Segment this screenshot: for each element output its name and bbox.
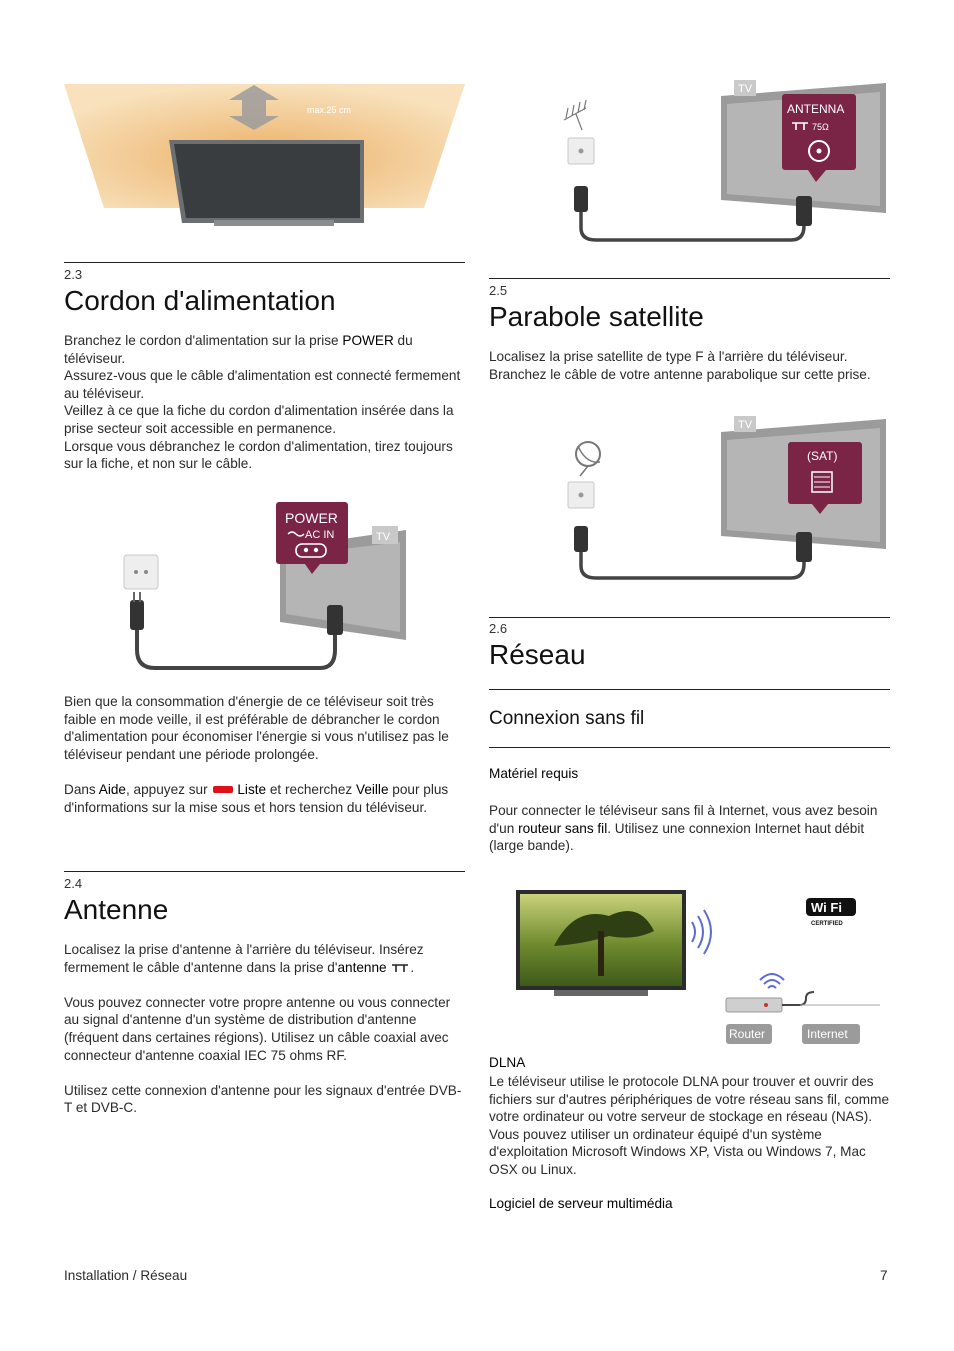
help-text: Dans Aide, appuyez sur Liste et recherchez Veille pour plus d'informations sur la mise sous et hors tension du téléviseur. xyxy=(64,782,449,815)
red-key-icon xyxy=(213,786,233,793)
ac-in-label: AC IN xyxy=(305,529,335,541)
satellite-connection-illustration xyxy=(556,414,890,589)
internet-label: Internet xyxy=(807,1027,848,1041)
section-title: Cordon d'alimentation xyxy=(64,285,336,316)
section-title: Antenne xyxy=(64,894,169,925)
section-rule xyxy=(489,617,890,618)
wifi-certified: CERTIFIED xyxy=(811,921,843,927)
required-hardware-heading: Matériel requis xyxy=(489,766,579,781)
section-number: 2.3 xyxy=(64,267,83,282)
page-number: 7 xyxy=(880,1268,888,1283)
section-rule xyxy=(64,262,465,263)
subsection-title: Connexion sans fil xyxy=(489,708,645,729)
antenna-text: Localisez la prise d'antenne à l'arrière du téléviseur. Insérez fermement le câble d'antenne dans la prise d'antenne . Vous pouvez connecter votre propre antenne ou vous connecter au signal d'antenne d'un système de distribution d'antenne (fréquent dans certaines régions). Utilisez un câble coaxial avec connecteur d'antenne coaxial IEC 75 ohms RF. Utilisez cette connexion d'antenne pour les signaux d'entrée DVB-T et DVB-C. xyxy=(64,942,462,1116)
standby-text: Bien que la consommation d'énergie de ce téléviseur soit très faible en mode veille, il est préférable de débrancher le cordon d'alimentation pour économiser l'énergie si vous n'utilisez pas le téléviseur pendant une période prolongée. xyxy=(64,694,449,762)
satellite-text: Localisez la prise satellite de type F à l'arrière du téléviseur. Branchez le câble de votre antenne parabolique sur cette prise. xyxy=(489,349,871,382)
wifi-logo: Wi Fi xyxy=(811,900,842,915)
section-number: 2.5 xyxy=(489,283,508,298)
section-title: Réseau xyxy=(489,639,586,670)
wireless-network-illustration xyxy=(514,886,890,1052)
footer-section: Installation / Réseau xyxy=(64,1268,188,1283)
section-title: Parabole satellite xyxy=(489,301,704,332)
tv-tag: TV xyxy=(738,419,753,431)
antenna-connection-illustration xyxy=(556,78,890,253)
section-number: 2.6 xyxy=(489,621,508,636)
dlna-text: Le téléviseur utilise le protocole DLNA pour trouver et ouvrir des fichiers sur d'autres périphériques de votre réseau sans fil, comme votre ordinateur ou votre serveur de stockage en réseau (NAS). Vous pouvez utiliser un ordinateur équipé d'un système d'exploitation Microsoft Windows XP, Vista ou Windows 7, Mac OSX ou Linux. xyxy=(489,1074,890,1177)
subsection-rule xyxy=(489,689,890,690)
distance-label: max.25 cm xyxy=(307,105,352,115)
power-cord-text: Branchez le cordon d'alimentation sur la prise POWER du téléviseur. Assurez-vous que le câble d'alimentation est connecté fermement au téléviseur. Veillez à ce que la fiche du cordon d'alimentation insérée dans la prise secteur soit accessible en permanence. Lorsque vous débranchez le cordon d'alimentation, tirez toujours sur la fiche, et non sur le câble. xyxy=(64,333,461,472)
wireless-text: Pour connecter le téléviseur sans fil à Internet, vous avez besoin d'un routeur sans fil. Utilisez une connexion Internet haut débit (large bande). xyxy=(489,803,878,854)
ohm-label: 75Ω xyxy=(812,122,829,132)
antenna-symbol-icon xyxy=(390,963,410,973)
power-callout-title: POWER xyxy=(285,510,338,526)
subsection-rule xyxy=(489,747,890,748)
tv-wall-distance-illustration xyxy=(64,80,465,240)
media-server-heading: Logiciel de serveur multimédia xyxy=(489,1196,673,1211)
router-label: Router xyxy=(729,1027,766,1041)
section-rule xyxy=(489,278,890,279)
power-cord-illustration xyxy=(110,500,410,675)
section-number: 2.4 xyxy=(64,876,83,891)
dlna-heading: DLNA xyxy=(489,1055,526,1070)
section-rule xyxy=(64,871,465,872)
tv-tag: TV xyxy=(738,83,753,95)
sat-callout: (SAT) xyxy=(807,449,838,463)
antenna-callout-title: ANTENNA xyxy=(787,102,845,116)
tv-tag: TV xyxy=(376,531,391,543)
